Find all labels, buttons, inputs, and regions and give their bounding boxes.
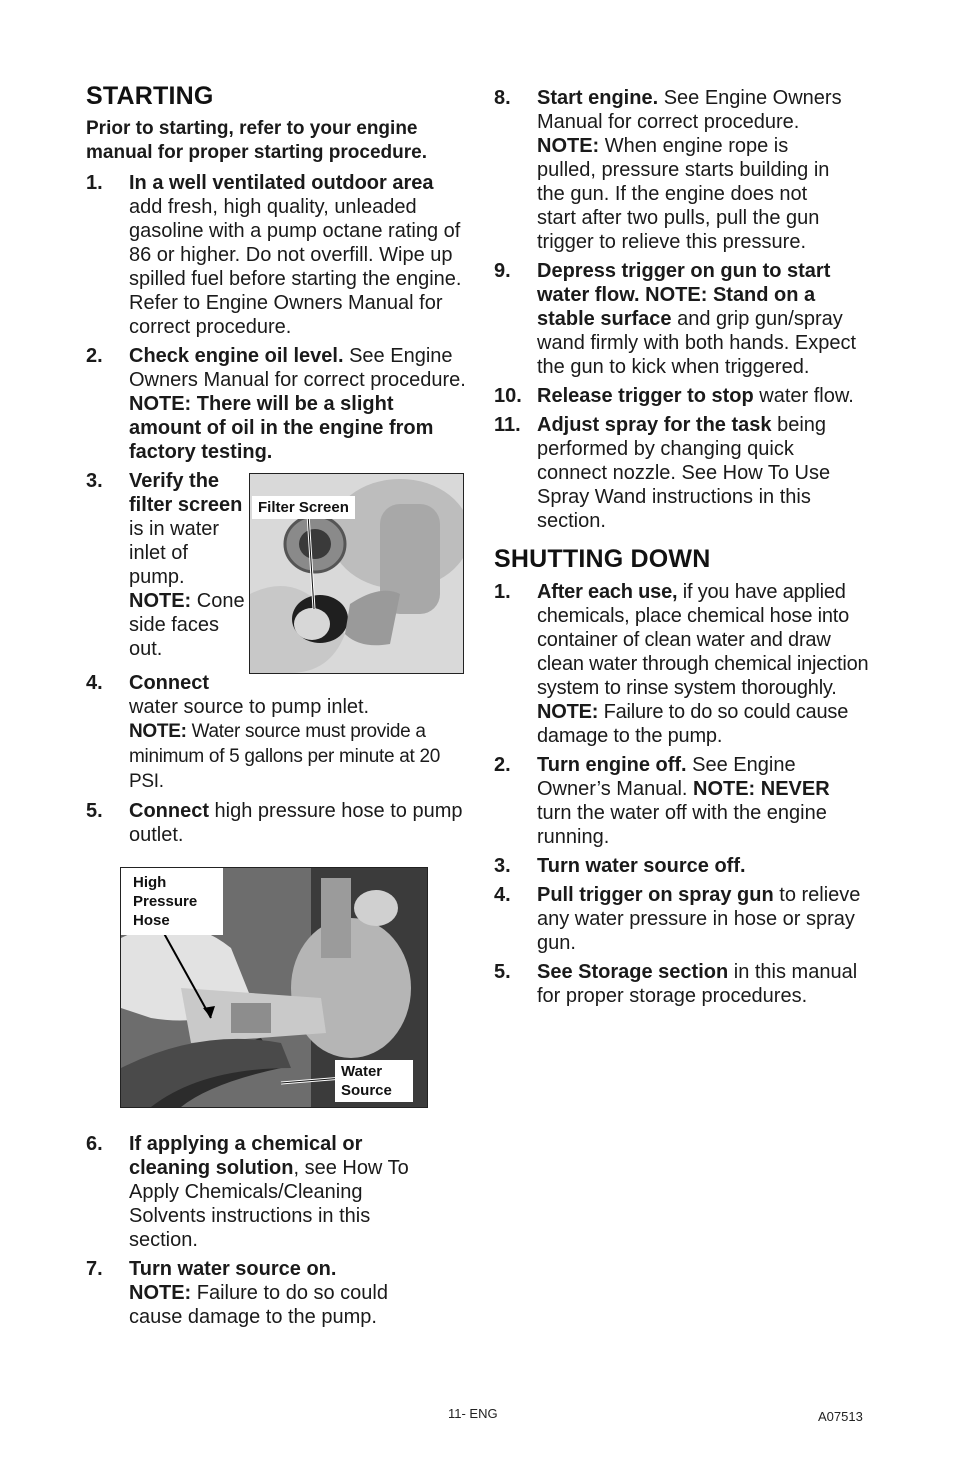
list-item: 9. Depress trigger on gun to start water flow. NOTE: Stand on a stable surface and grip gun/spray wand firmly with both hands. Expect the gun to kick when triggered.	[494, 260, 857, 378]
starting-intro: Prior to starting, refer to your engine manual for proper starting procedure.	[86, 118, 427, 163]
filter-screen-photo	[249, 473, 464, 674]
list-item: 8. Start engine. See Engine Owners Manual for correct procedure. NOTE: When engine rope is pulled, pressure starts building in the gun. If the engine does not start after two pulls, pull the gun trigger to relieve this pressure.	[494, 87, 842, 253]
list-item: 2. Check engine oil level. See Engine Owners Manual for correct procedure. NOTE: There will be a slight amount of oil in the engine from factory testing.	[86, 345, 466, 463]
section-heading-starting: STARTING	[86, 82, 214, 110]
list-item: 1. In a well ventilated outdoor area add fresh, high quality, unleaded gasoline with a pump octane rating of 86 or higher. Do not overfill. Wipe up spilled fuel before starting the engine. Refer to Engine Owners Manual for correct procedure.	[86, 172, 462, 338]
high-pressure-hose-label: High Pressure Hose	[121, 868, 223, 935]
list-item: 1. After each use, if you have applied chemicals, place chemical hose into container of clean water and draw clean water through chemical injection system to rinse system thoroughly. NOTE: Failure to do so could cause damage to the pump.	[494, 581, 869, 747]
list-item: 6. If applying a chemical or cleaning solution, see How To Apply Chemicals/Cleaning Solvents instructions in this section.	[86, 1133, 409, 1251]
water-source-label: Water Source	[335, 1060, 413, 1102]
list-item: 10. Release trigger to stop water flow.	[494, 385, 854, 407]
right-column	[494, 86, 869, 1013]
section-heading-shutting-down: SHUTTING DOWN	[494, 545, 711, 573]
hose-connection-photo	[120, 867, 428, 1108]
list-item: 2. Turn engine off. See Engine Owner’s Manual. NOTE: NEVER turn the water off with the engine running.	[494, 754, 830, 848]
left-column	[86, 82, 466, 1334]
filter-screen-label: Filter Screen	[252, 496, 355, 519]
list-item: 3. Turn water source off.	[494, 855, 746, 877]
list-item: 7. Turn water source on. NOTE: Failure to do so could cause damage to the pump.	[86, 1258, 388, 1328]
page-number: 11- ENG	[448, 1406, 498, 1421]
document-code: A07513	[818, 1409, 863, 1424]
list-item: 5. See Storage section in this manual for proper storage procedures.	[494, 961, 858, 1007]
list-item: 5. Connect high pressure hose to pump outlet.	[86, 800, 463, 846]
filter-step-block	[86, 469, 466, 669]
list-item: 4. Connect water source to pump inlet. NOTE: Water source must provide a minimum of 5 gallons per minute at 20 PSI.	[86, 672, 441, 792]
list-item: 11. Adjust spray for the task being performed by changing quick connect nozzle. See How To Use Spray Wand instructions in this section.	[494, 414, 831, 532]
list-item: 3. Verify the filter screen is in water inlet of pump. NOTE: Cone side faces out.	[86, 470, 245, 660]
list-item: 4. Pull trigger on spray gun to relieve any water pressure in hose or spray gun.	[494, 884, 861, 954]
